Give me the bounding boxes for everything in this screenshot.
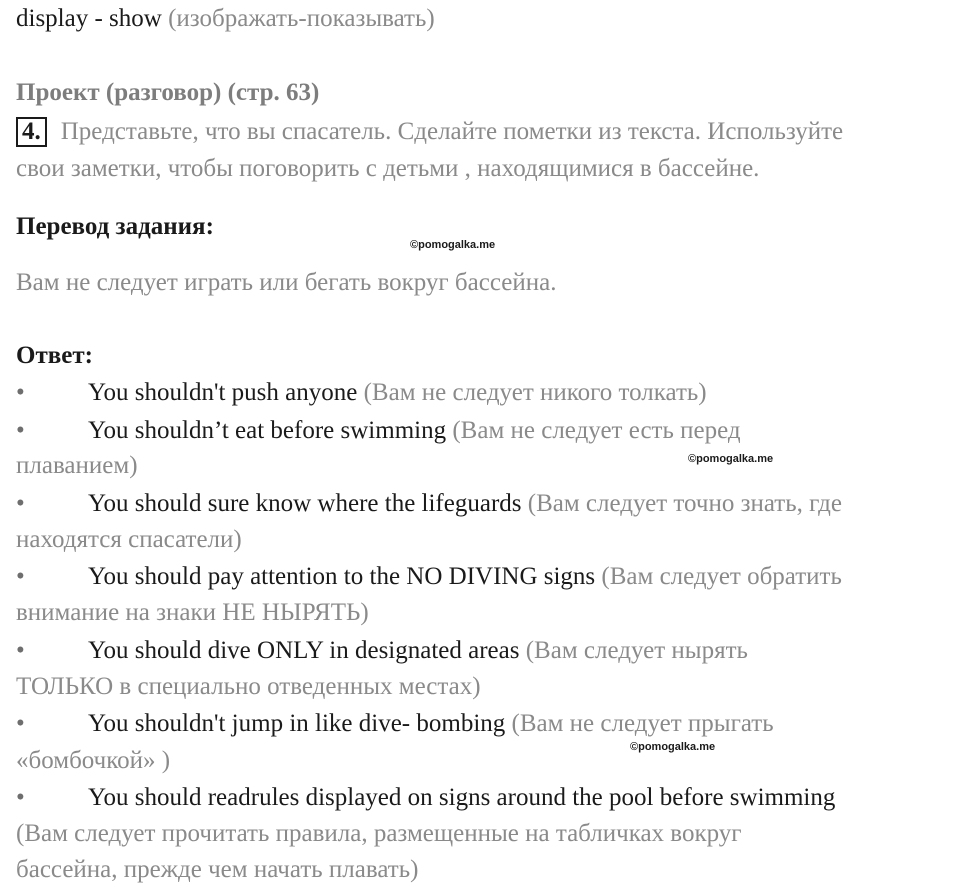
answer-english: You should readrules displayed on signs around the pool before swimming (88, 784, 836, 811)
bullet-icon: • (16, 637, 25, 664)
answer-english: You should pay attention to the NO DIVING signs (88, 563, 596, 590)
answer-russian: (Вам следует обратить (601, 563, 842, 590)
answer-russian: (Вам не следует есть перед (452, 417, 741, 444)
list-item (16, 378, 707, 408)
list-item (16, 783, 835, 813)
bullet-icon: • (16, 563, 25, 590)
answer-russian-cont: находятся спасатели) (16, 526, 242, 553)
answer-heading: Ответ: (16, 342, 93, 369)
answer-russian-cont: бассейна, прежде чем начать плавать) (16, 856, 419, 883)
answer-english: You should sure know where the lifeguards (88, 490, 522, 517)
answer-russian: (Вам следует нырять (525, 637, 748, 664)
list-item (16, 562, 842, 592)
answer-russian: (Вам следует точно знать, где (527, 490, 842, 517)
answer-russian-cont: (Вам следует прочитать правила, размещенные на табличках вокруг (16, 820, 742, 847)
bullet-icon: • (16, 417, 25, 444)
answer-english: You shouldn’t eat before swimming (88, 417, 447, 444)
vocab-english: display - show (16, 5, 162, 32)
bullet-icon: • (16, 379, 25, 406)
answer-russian: (Вам не следует никого толкать) (363, 379, 707, 406)
task-line-1 (16, 117, 843, 147)
answer-english: You should dive ONLY in designated areas (88, 637, 520, 664)
bullet-icon: • (16, 490, 25, 517)
task-text-2: свои заметки, чтобы поговорить с детьми , находящимися в бассейне. (16, 155, 760, 182)
answer-english: You shouldn't push anyone (88, 379, 358, 406)
answer-russian-cont: «бомбочкой» ) (16, 747, 171, 774)
list-item (16, 416, 741, 446)
translation-heading: Перевод задания: (16, 213, 214, 240)
watermark-2: ©pomogalka.me (688, 453, 774, 465)
task-text-1: Представьте, что вы спасатель. Сделайте пометки из текста. Используйте (60, 118, 844, 145)
watermark-1: ©pomogalka.me (410, 239, 496, 251)
list-item (16, 636, 748, 666)
watermark-3: ©pomogalka.me (630, 741, 716, 753)
answer-russian-cont: внимание на знаки НЕ НЫРЯТЬ) (16, 599, 369, 626)
vocab-russian: (изображать-показывать) (168, 5, 435, 32)
vocab-line (16, 4, 435, 34)
answer-russian-cont: ТОЛЬКО в специально отведенных местах) (16, 673, 481, 700)
list-item (16, 709, 774, 739)
bullet-icon: • (16, 710, 25, 737)
task-number-box: 4. (16, 117, 47, 147)
answer-russian-cont: плаванием) (16, 452, 138, 479)
bullet-icon: • (16, 784, 25, 811)
answer-english: You shouldn't jump in like dive- bombing (88, 710, 506, 737)
answer-russian: (Вам не следует прыгать (511, 710, 774, 737)
list-item (16, 489, 842, 519)
project-heading: Проект (разговор) (стр. 63) (16, 79, 320, 106)
translation-text: Вам не следует играть или бегать вокруг бассейна. (16, 269, 557, 296)
